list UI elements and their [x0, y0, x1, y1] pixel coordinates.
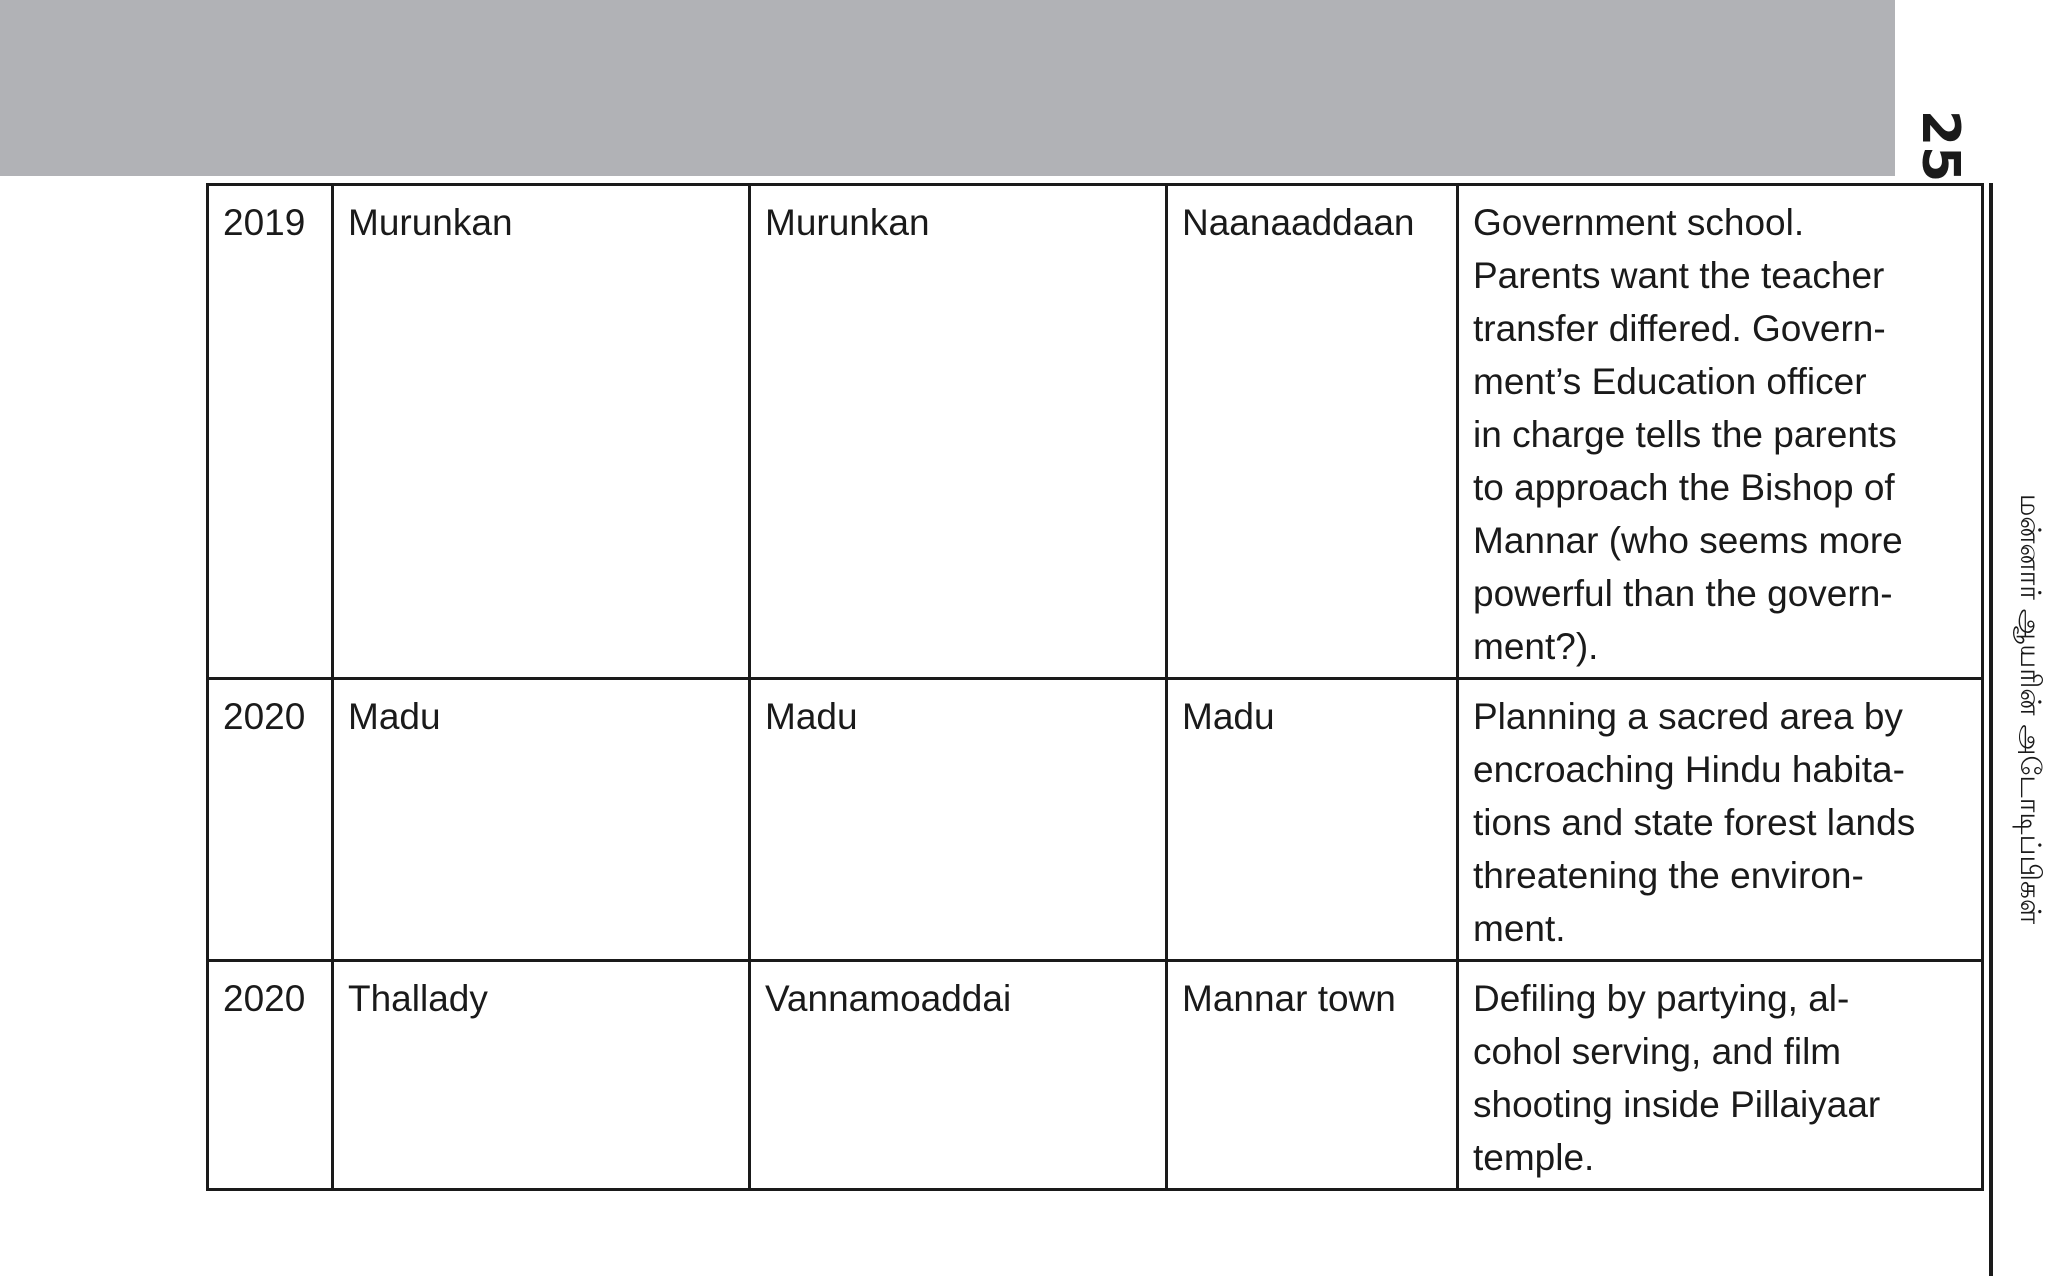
table-row	[208, 679, 1983, 961]
note-line: cohol serving, and film	[1473, 1031, 1842, 1072]
table-row	[208, 961, 1983, 1190]
header-band	[0, 0, 1895, 176]
note-line: ment.	[1473, 908, 1566, 949]
year-cell: 2020	[208, 679, 333, 961]
note-line: tions and state forest lands	[1473, 802, 1916, 843]
area-cell: Madu	[750, 679, 1167, 961]
side-rule	[1989, 183, 1993, 1276]
note-line: shooting inside Pillaiyaar	[1473, 1084, 1881, 1125]
notes-cell	[1458, 679, 1983, 961]
note-line: Government school.	[1473, 202, 1805, 243]
note-line: Mannar (who seems more	[1473, 520, 1903, 561]
division-cell: Mannar town	[1167, 961, 1458, 1190]
year-cell: 2019	[208, 185, 333, 679]
note-line: Parents want the teacher	[1473, 255, 1885, 296]
place-cell: Thallady	[333, 961, 750, 1190]
place-cell: Madu	[333, 679, 750, 961]
note-line: to approach the Bishop of	[1473, 467, 1895, 508]
notes-cell	[1458, 961, 1983, 1190]
notes-cell	[1458, 185, 1983, 679]
division-cell: Madu	[1167, 679, 1458, 961]
incidents-table	[206, 183, 1984, 1191]
note-line: in charge tells the parents	[1473, 414, 1897, 455]
note-line: ment?).	[1473, 626, 1599, 667]
note-line: threatening the environ-	[1473, 855, 1864, 896]
area-cell: Murunkan	[750, 185, 1167, 679]
division-cell: Naanaaddaan	[1167, 185, 1458, 679]
note-line: powerful than the govern-	[1473, 573, 1893, 614]
page-number: 25	[1910, 109, 1970, 183]
note-line: Defiling by partying, al-	[1473, 978, 1850, 1019]
year-cell: 2020	[208, 961, 333, 1190]
place-cell: Murunkan	[333, 185, 750, 679]
note-line: ment’s Education officer	[1473, 361, 1867, 402]
note-line: temple.	[1473, 1137, 1595, 1178]
note-line: transfer differed. Govern-	[1473, 308, 1886, 349]
running-title: மன்னார் ஆயரின் அடாேடிப்பிகள்	[2014, 493, 2047, 925]
area-cell: Vannamoaddai	[750, 961, 1167, 1190]
note-line: encroaching Hindu habita-	[1473, 749, 1905, 790]
note-line: Planning a sacred area by	[1473, 696, 1903, 737]
table-row	[208, 185, 1983, 679]
